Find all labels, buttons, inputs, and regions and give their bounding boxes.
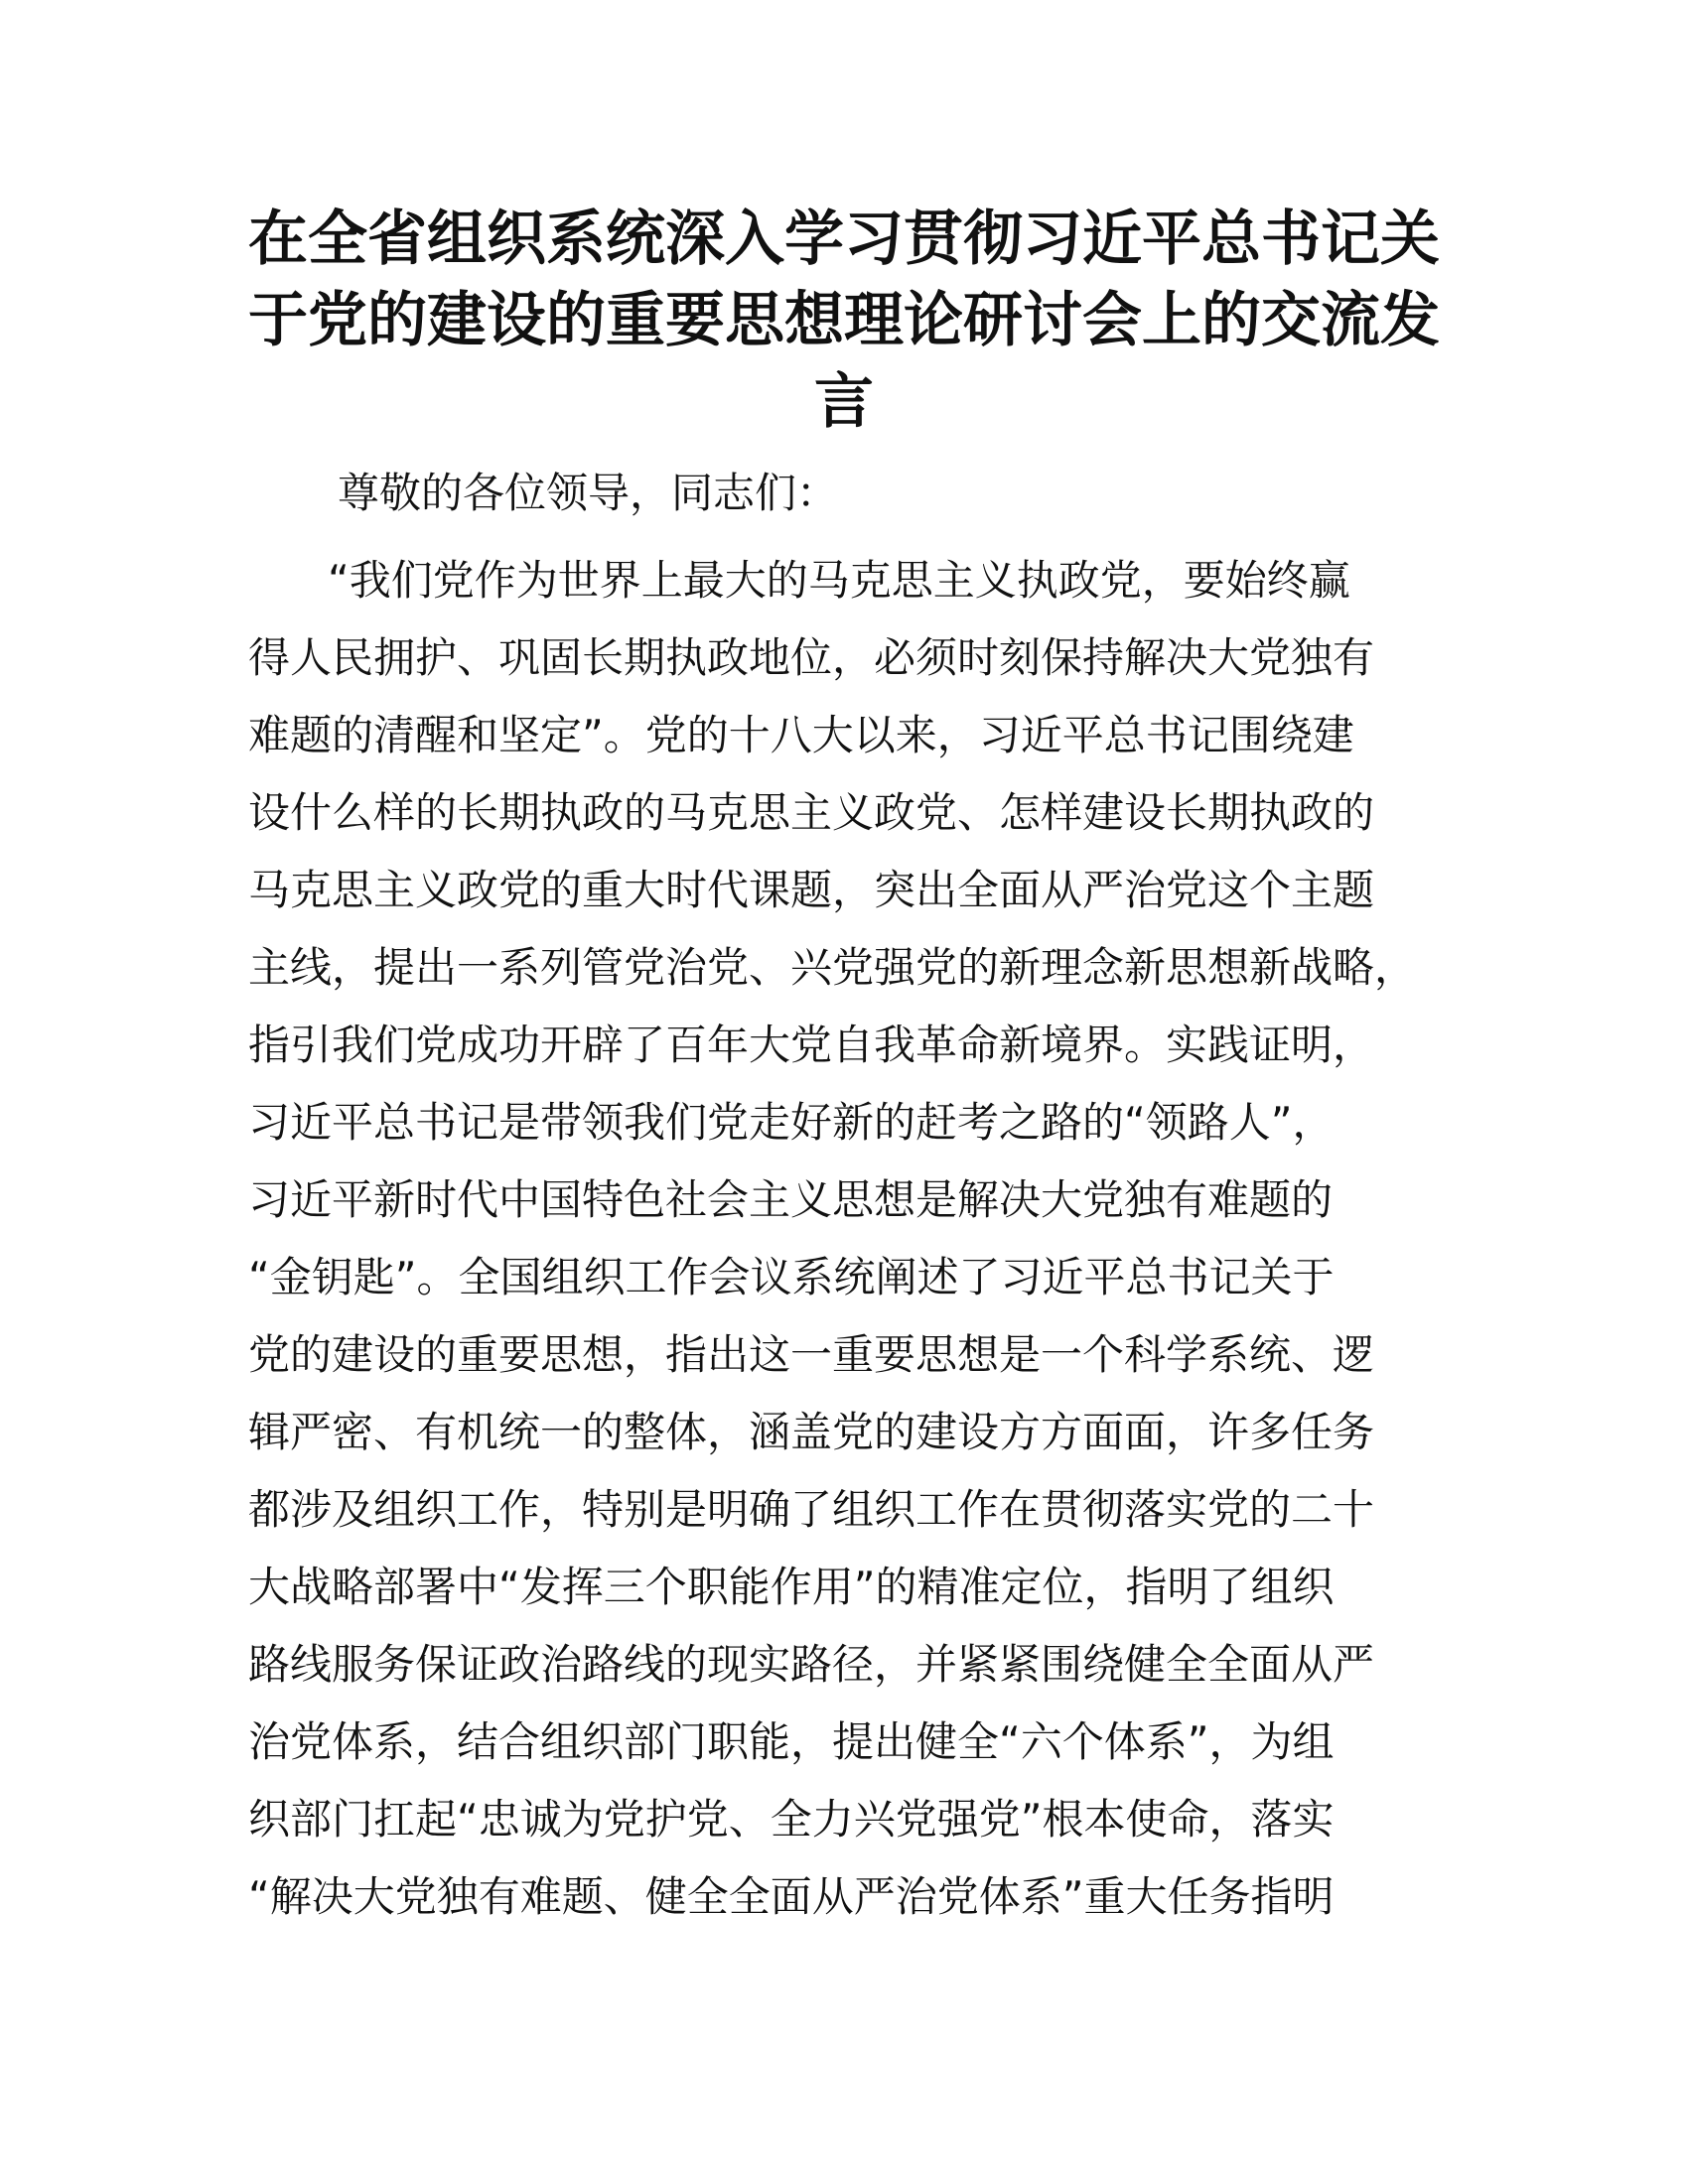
- paragraph-line: 大战略部署中“发挥三个职能作用”的精准定位，指明了组织: [248, 1563, 1335, 1611]
- paragraph-line: 设什么样的长期执政的马克思主义政党、怎样建设长期执政的: [248, 788, 1375, 837]
- body-paragraph: [248, 542, 1470, 1936]
- title-line: 于党的建设的重要思想理论研讨会上的交流发: [248, 286, 1440, 355]
- title-line: 在全省组织系统深入学习贯彻习近平总书记关: [248, 205, 1440, 274]
- paragraph-line: 路线服务保证政治路线的现实路径，并紧紧围绕健全全面从严: [248, 1640, 1375, 1689]
- paragraph-line: 辑严密、有机统一的整体，涵盖党的建设方方面面，许多任务: [248, 1408, 1375, 1456]
- paragraph-line: 治党体系，结合组织部门职能，提出健全“六个体系”，为组: [248, 1717, 1335, 1766]
- document-title: [238, 199, 1450, 443]
- paragraph-line: “解决大党独有难题、健全全面从严治党体系”重大任务指明: [248, 1872, 1335, 1921]
- paragraph-line: 织部门扛起“忠诚为党护党、全力兴党强党”根本使命，落实: [248, 1795, 1335, 1843]
- salutation: 尊敬的各位领导，同志们：: [338, 469, 839, 517]
- paragraph-line: 马克思主义政党的重大时代课题，突出全面从严治党这个主题: [248, 866, 1375, 914]
- paragraph-line: 得人民拥护、巩固长期执政地位，必须时刻保持解决大党独有: [248, 633, 1375, 682]
- paragraph-line: 习近平新时代中国特色社会主义思想是解决大党独有难题的: [248, 1175, 1334, 1224]
- paragraph-line: 难题的清醒和坚定”。党的十八大以来，习近平总书记围绕建: [248, 711, 1354, 759]
- title-line: 言: [814, 367, 874, 437]
- paragraph-line: 主线，提出一系列管党治党、兴党强党的新理念新思想新战略，: [248, 943, 1417, 992]
- paragraph-line: “金钥匙”。全国组织工作会议系统阐述了习近平总书记关于: [248, 1253, 1335, 1301]
- paragraph-line: 习近平总书记是带领我们党走好新的赶考之路的“领路人”，: [248, 1098, 1335, 1147]
- paragraph-line: 党的建设的重要思想，指出这一重要思想是一个科学系统、逻: [248, 1330, 1375, 1379]
- paragraph-line: 都涉及组织工作，特别是明确了组织工作在贯彻落实党的二十: [248, 1485, 1375, 1534]
- paragraph-line: “我们党作为世界上最大的马克思主义执政党，要始终赢: [328, 556, 1350, 605]
- paragraph-line: 指引我们党成功开辟了百年大党自我革命新境界。实践证明，: [248, 1021, 1375, 1069]
